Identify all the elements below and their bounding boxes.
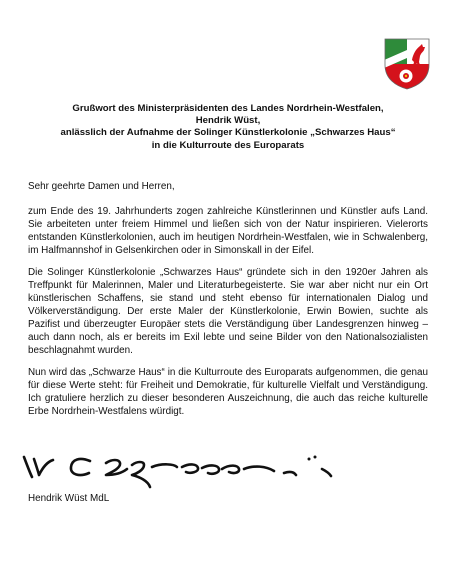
- nrw-coat-of-arms-icon: [384, 38, 430, 90]
- letter-body: [28, 180, 428, 427]
- handwritten-signature-icon: [22, 445, 352, 489]
- paragraph: zum Ende des 19. Jahrhunderts zogen zahlreiche Künstlerinnen und Künstler aufs Land. Sie arbeiteten unter freiem Himmel und ließen sich von der Natur inspirieren. Vielerorts entstanden Künstlerkolonien, auch im heutigen Nordrhein-Westfalen, wie in Schwalenberg, im Halfmannshof in Gelsenkirchen oder in Simonskall in der Eifel.: [28, 206, 428, 256]
- heading-line: in die Kulturroute des Europarats: [151, 139, 305, 151]
- heading-line: Grußwort des Ministerpräsidenten des Landes Nordrhein-Westfalen,: [72, 103, 384, 114]
- greeting-heading: [28, 103, 428, 152]
- paragraph: Nun wird das „Schwarze Haus“ in die Kulturroute des Europarats aufgenommen, die genau für diese Werte steht: für Freiheit und Demokratie, für kulturelle Vielfalt und Verständigung. Ich gratuliere herzlich zu dieser besonderen Auszeichnung, die auch das reiche kulturelle Erbe Nordrhein-Westfalens würdigt.: [28, 367, 428, 417]
- salutation: Sehr geehrte Damen und Herren,: [28, 181, 175, 192]
- heading-line: anlässlich der Aufnahme der Solinger Künstlerkolonie „Schwarzes Haus“: [60, 127, 396, 139]
- paragraph: Die Solinger Künstlerkolonie „Schwarzes Haus“ gründete sich in den 1920er Jahren als Treffpunkt für Malerinnen, Maler und Literaturbegeisterte. Sie war aber nicht nur ein Ort künstlerischen Schaffens, sie stand und steht ebenso für internationalen Dialog und Völkerverständigung. Der erste Maler der Künstlerkolonie, Erwin Bowien, suchte als Pazifist und überzeugter Europäer stets die Verständigung über Landesgrenzen hinweg – auch dann noch, als er bereits im Exil lebte und seine Bilder von den Nationalsozialisten beschlagnahmt wurden.: [28, 267, 428, 356]
- signer-name: Hendrik Wüst MdL: [28, 493, 110, 504]
- heading-line: Hendrik Wüst,: [195, 115, 261, 127]
